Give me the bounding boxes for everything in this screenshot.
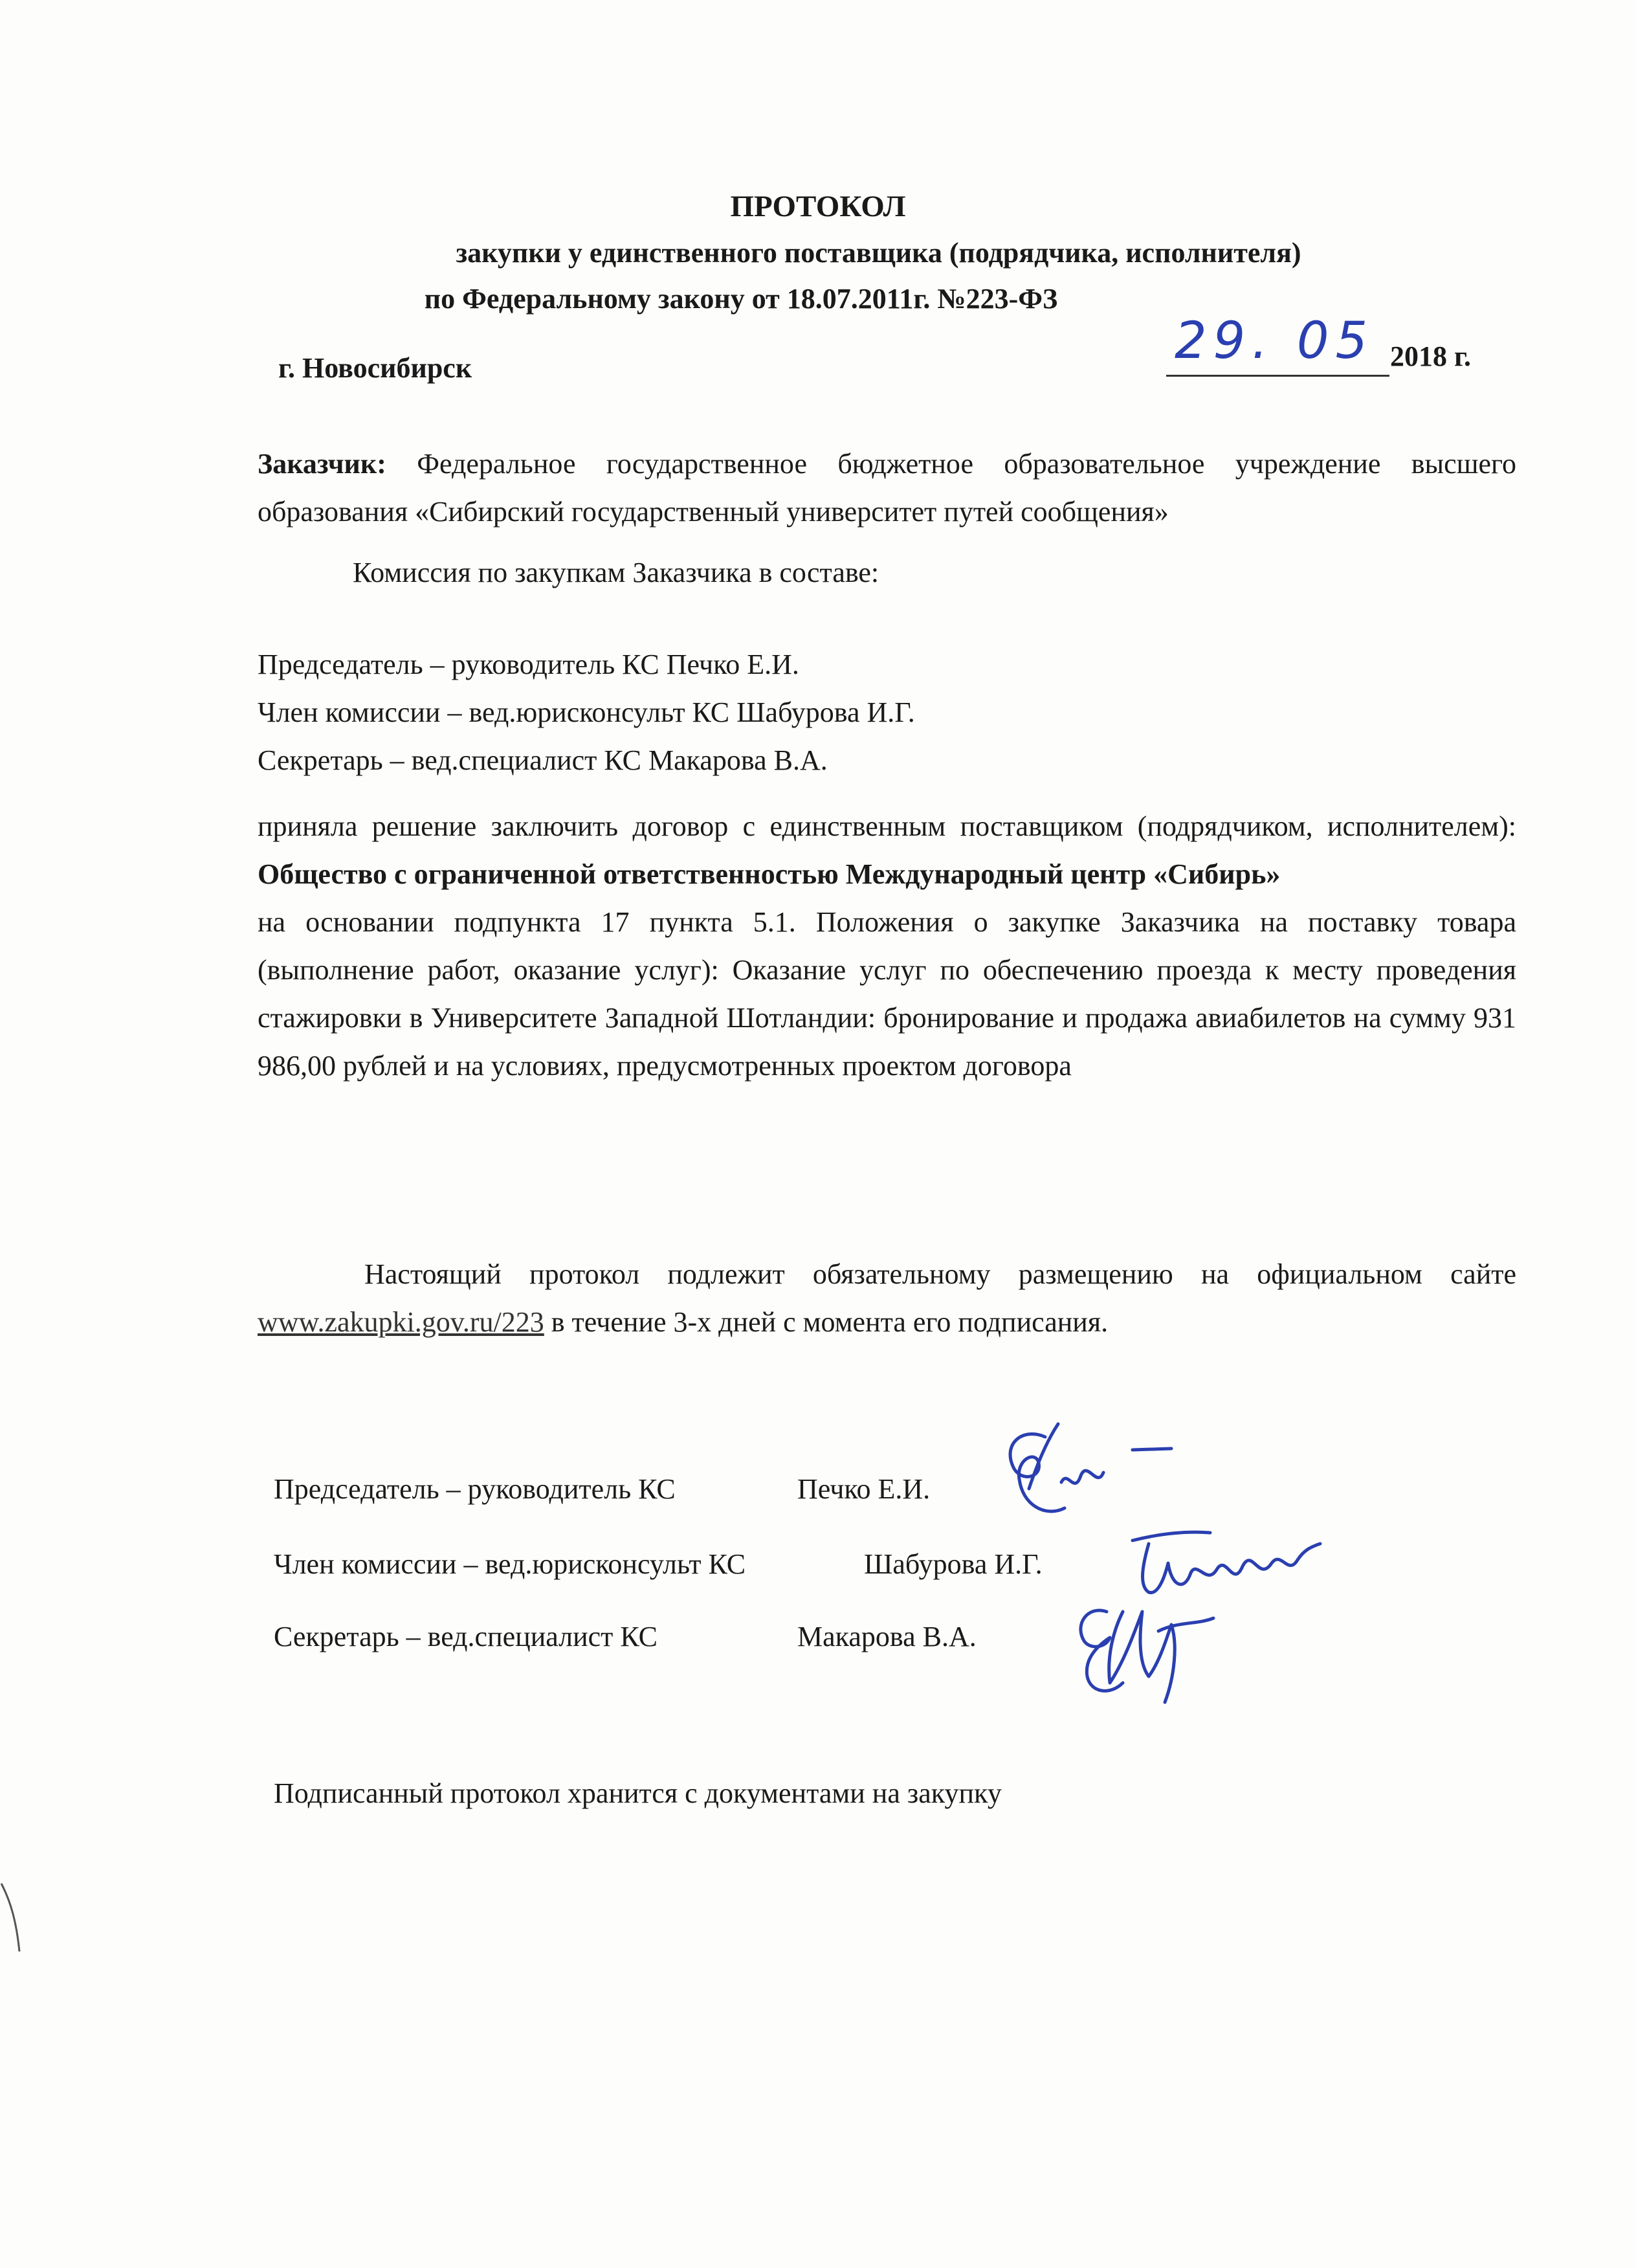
member-secretary: Секретарь – вед.специалист КС Макарова В.А.: [258, 744, 828, 776]
decision-paragraph: [258, 803, 1516, 1090]
law-reference: по Федеральному закону от 18.07.2011г. №223-ФЗ: [424, 283, 1058, 315]
scan-edge-mark: [0, 1880, 26, 1958]
commission-intro: Комиссия по закупкам Заказчика в составе:: [353, 557, 879, 588]
member-lawyer: Член комиссии – вед.юрисконсульт КС Шабурова И.Г.: [258, 696, 915, 728]
member-chairman: Председатель – руководитель КС Печко Е.И.: [258, 649, 799, 680]
signature-name-lawyer: Шабурова И.Г.: [864, 1548, 1043, 1580]
customer-paragraph: [258, 440, 1516, 536]
publication-text-after: в течение 3-х дней с момента его подписания.: [544, 1306, 1109, 1338]
year: 2018 г.: [1390, 340, 1472, 372]
commission-members: [258, 641, 915, 784]
signature-role-chairman: Председатель – руководитель КС: [274, 1473, 676, 1505]
signature-name-secretary: Макарова В.А.: [797, 1621, 977, 1652]
city: г. Новосибирск: [278, 352, 472, 384]
zakupki-link[interactable]: www.zakupki.gov.ru/223: [258, 1306, 544, 1338]
signature-name-chairman: Печко Е.И.: [797, 1473, 931, 1505]
publication-text-before: Настоящий протокол подлежит обязательному размещению на официальном сайте: [364, 1258, 1516, 1290]
signature-role-secretary: Секретарь – вед.специалист КС: [274, 1621, 658, 1652]
decision-lead: приняла решение заключить договор с единственным поставщиком (подрядчиком, исполнителем):: [258, 810, 1516, 842]
document-title: ПРОТОКОЛ: [730, 190, 906, 223]
handwritten-date: 29. 05: [1175, 312, 1375, 370]
publication-paragraph: [258, 1251, 1516, 1346]
customer-label: Заказчик:: [258, 448, 386, 480]
handwritten-signature-secretary: [1061, 1586, 1230, 1715]
signature-role-lawyer: Член комиссии – вед.юрисконсульт КС: [274, 1548, 746, 1580]
supplier-name: Общество с ограниченной ответственностью Международный центр «Сибирь»: [258, 858, 1281, 890]
footer-note: Подписанный протокол хранится с документами на закупку: [274, 1777, 1002, 1809]
date-underline: [1166, 375, 1389, 377]
decision-basis: на основании подпункта 17 пункта 5.1. Положения о закупке Заказчика на поставку товара (выполнение работ, оказание услуг): Оказание услуг по обеспечению проезда к месту проведения стажировки в Университете Западной Шотландии: бронирование и продажа авиабилетов на сумму 931 986,00 рублей и на условиях, предусмотренных проектом договора: [258, 906, 1516, 1082]
document-subtitle: закупки у единственного поставщика (подрядчика, исполнителя): [456, 237, 1301, 269]
customer-text: Федеральное государственное бюджетное образовательное учреждение высшего образования «Сибирский государственный университет путей сообщения»: [258, 448, 1517, 528]
